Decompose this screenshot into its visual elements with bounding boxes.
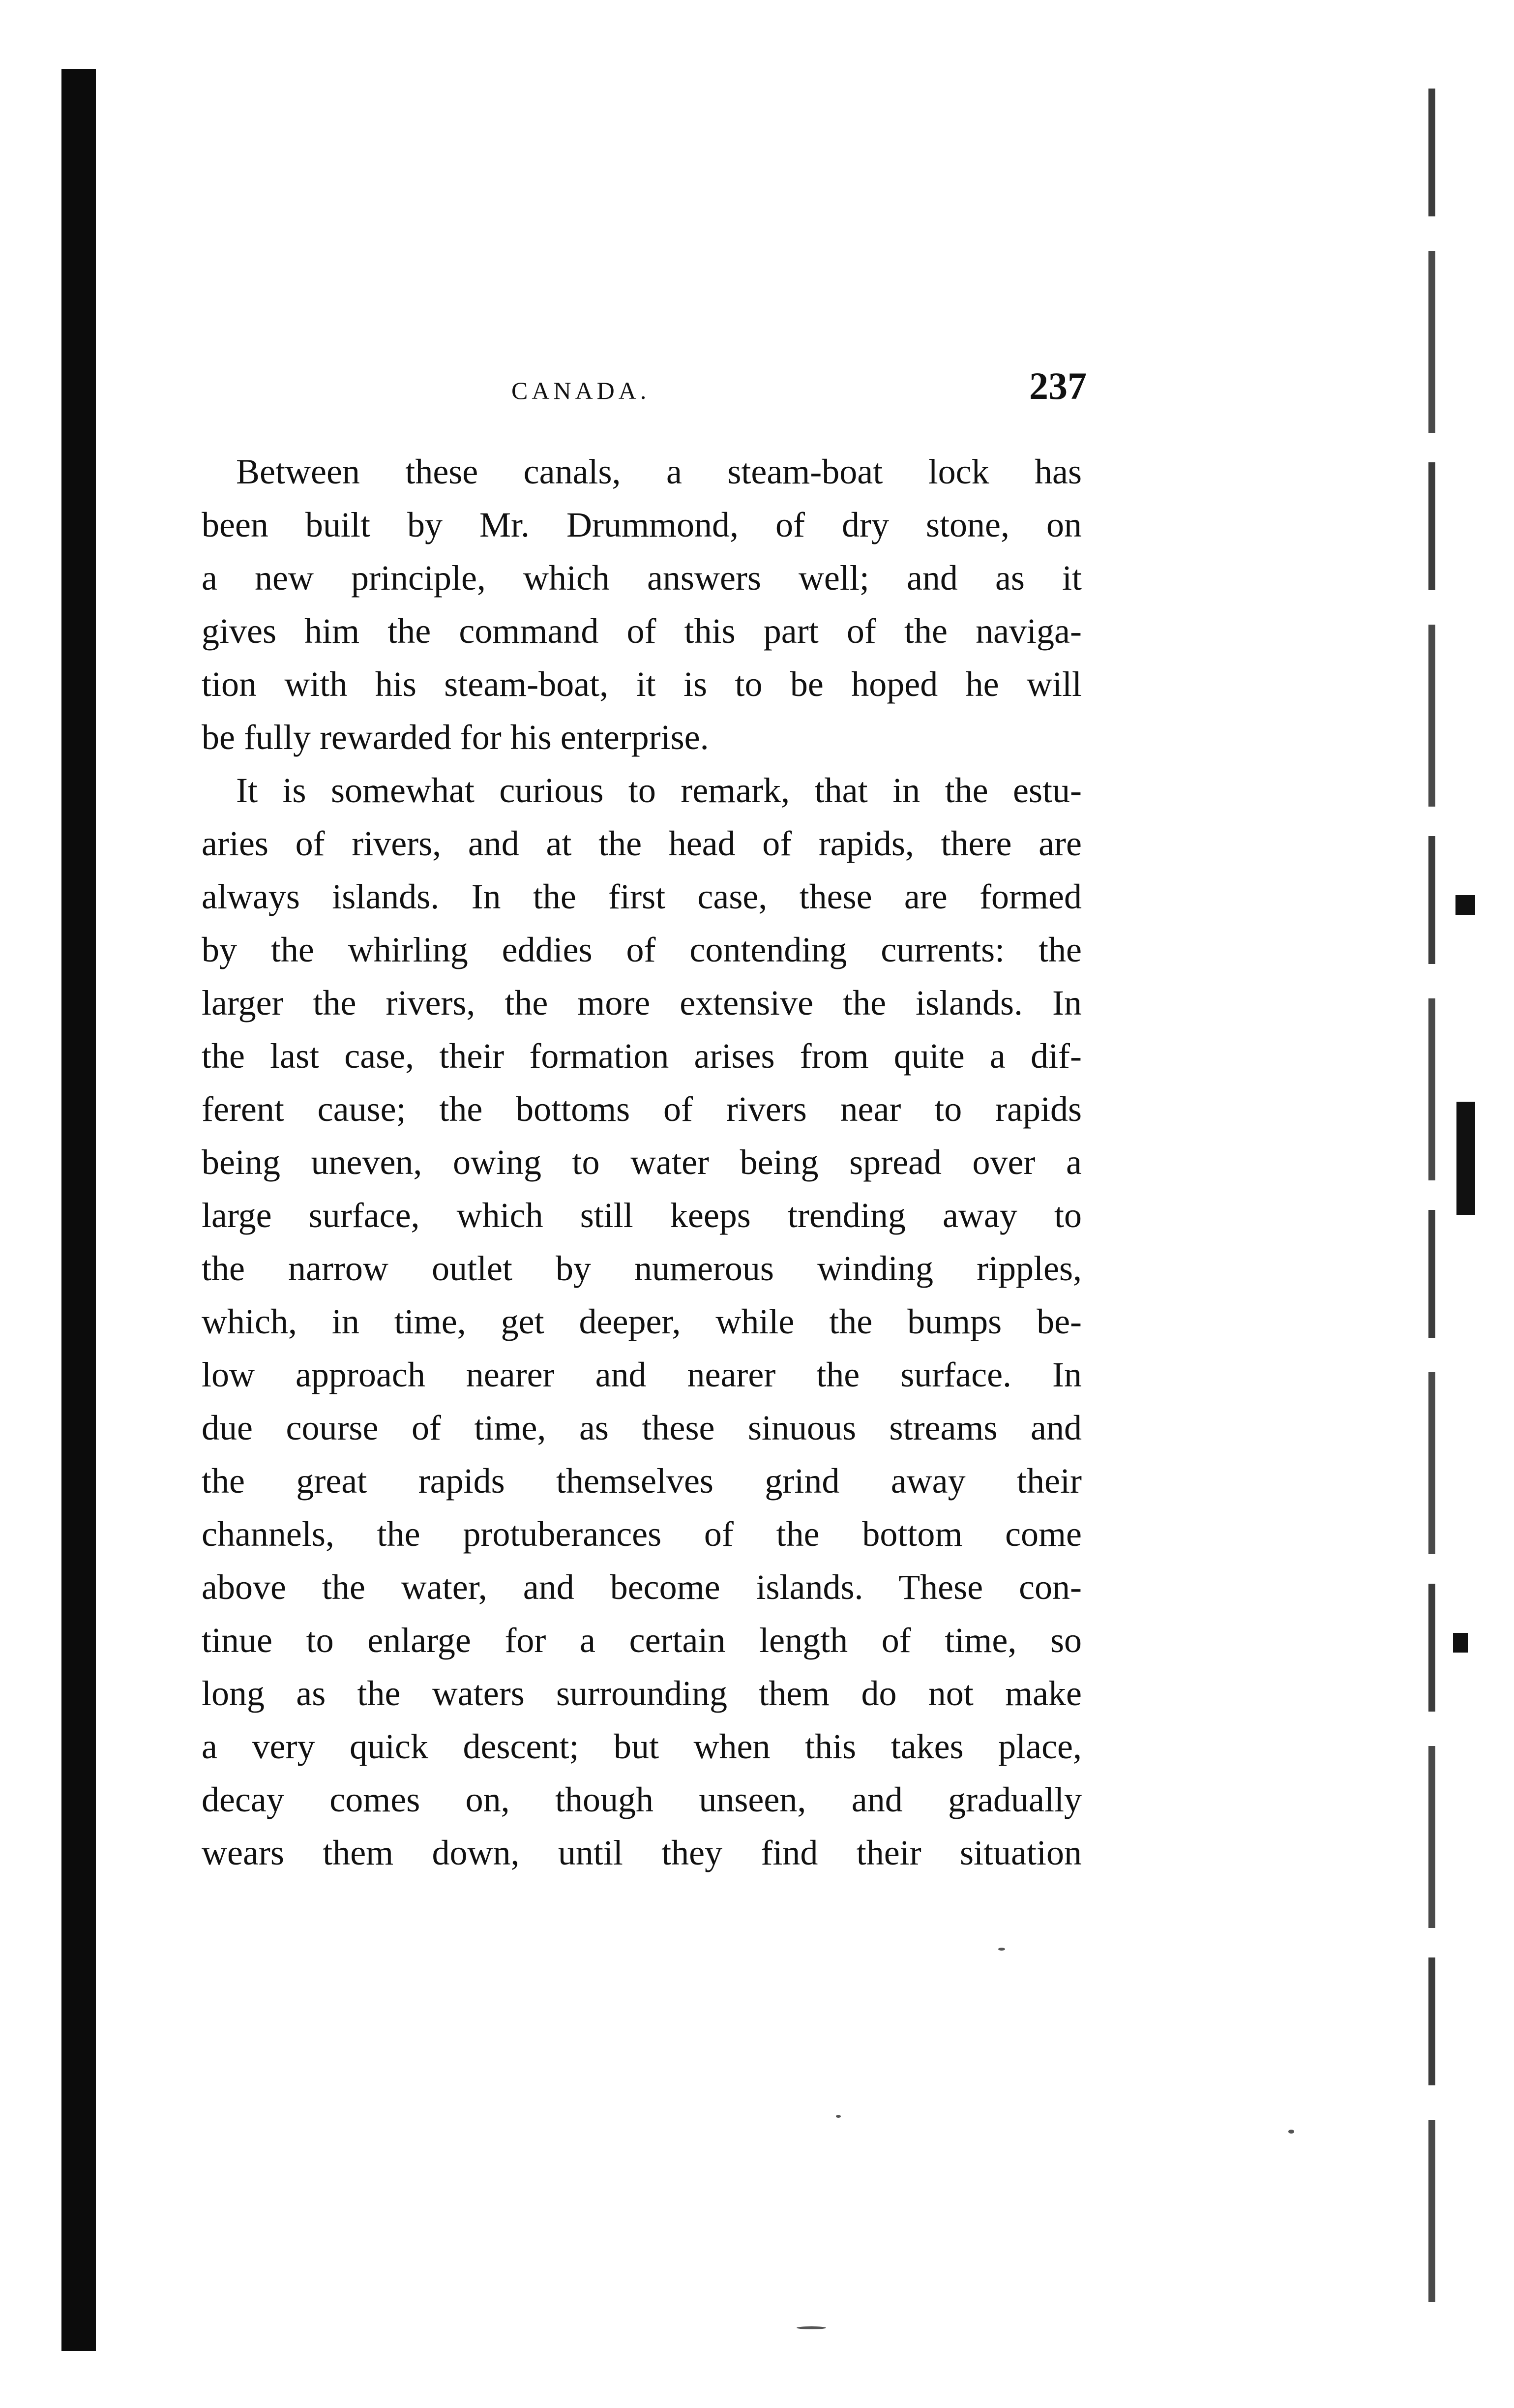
scan-speck [1288,2130,1294,2134]
text-line: the last case, their formation arises from quite a dif- [202,1036,1082,1076]
scan-speck [797,2326,826,2329]
text-line: wears them down, until they find their situation [202,1833,1082,1872]
page-number: 237 [1029,364,1087,407]
text-line: a very quick descent; but when this takes place, [202,1727,1082,1766]
text-line: been built by Mr. Drummond, of dry stone, on [202,505,1082,544]
text-line: long as the waters surrounding them do not make [202,1674,1082,1713]
text-line: low approach nearer and nearer the surface. In [202,1355,1082,1394]
paragraph [202,764,1082,1879]
text-line: channels, the protuberances of the bottom come [202,1514,1082,1554]
page-header [202,364,1087,418]
scan-speck [836,2115,841,2118]
text-line: by the whirling eddies of contending currents: the [202,930,1082,969]
scan-mark [1456,1102,1475,1215]
text-line: Between these canals, a steam-boat lock has [236,452,1082,491]
scan-mark [1455,895,1475,915]
text-line: the great rapids themselves grind away their [202,1461,1082,1501]
text-line: tion with his steam-boat, it is to be hoped he will [202,664,1082,704]
text-line: which, in time, get deeper, while the bumps be- [202,1302,1082,1341]
paragraph [202,445,1082,764]
text-line: larger the rivers, the more extensive the islands. In [202,983,1082,1023]
text-line: ferent cause; the bottoms of rivers near to rapids [202,1089,1082,1129]
text-line: gives him the command of this part of the naviga- [202,611,1082,651]
text-line: be fully rewarded for his enterprise. [202,718,709,757]
text-line: above the water, and become islands. These con- [202,1567,1082,1607]
text-line: due course of time, as these sinuous streams and [202,1408,1082,1447]
scan-page-edge [1428,89,1435,2331]
text-line: aries of rivers, and at the head of rapids, there are [202,824,1082,863]
text-line: It is somewhat curious to remark, that in the estu- [236,771,1082,810]
text-line: decay comes on, though unseen, and gradually [202,1780,1082,1819]
text-line: a new principle, which answers well; and as it [202,558,1082,598]
scan-speck [998,1948,1005,1951]
text-line: tinue to enlarge for a certain length of time, so [202,1621,1082,1660]
body-text [202,445,1082,1879]
text-line: always islands. In the first case, these are formed [202,877,1082,916]
text-line: being uneven, owing to water being spread over a [202,1143,1082,1182]
running-head: CANADA. [511,377,651,404]
scan-binding-shadow [61,69,96,2351]
scan-mark [1453,1633,1468,1653]
text-line: large surface, which still keeps trending away to [202,1196,1082,1235]
text-line: the narrow outlet by numerous winding ripples, [202,1249,1082,1288]
